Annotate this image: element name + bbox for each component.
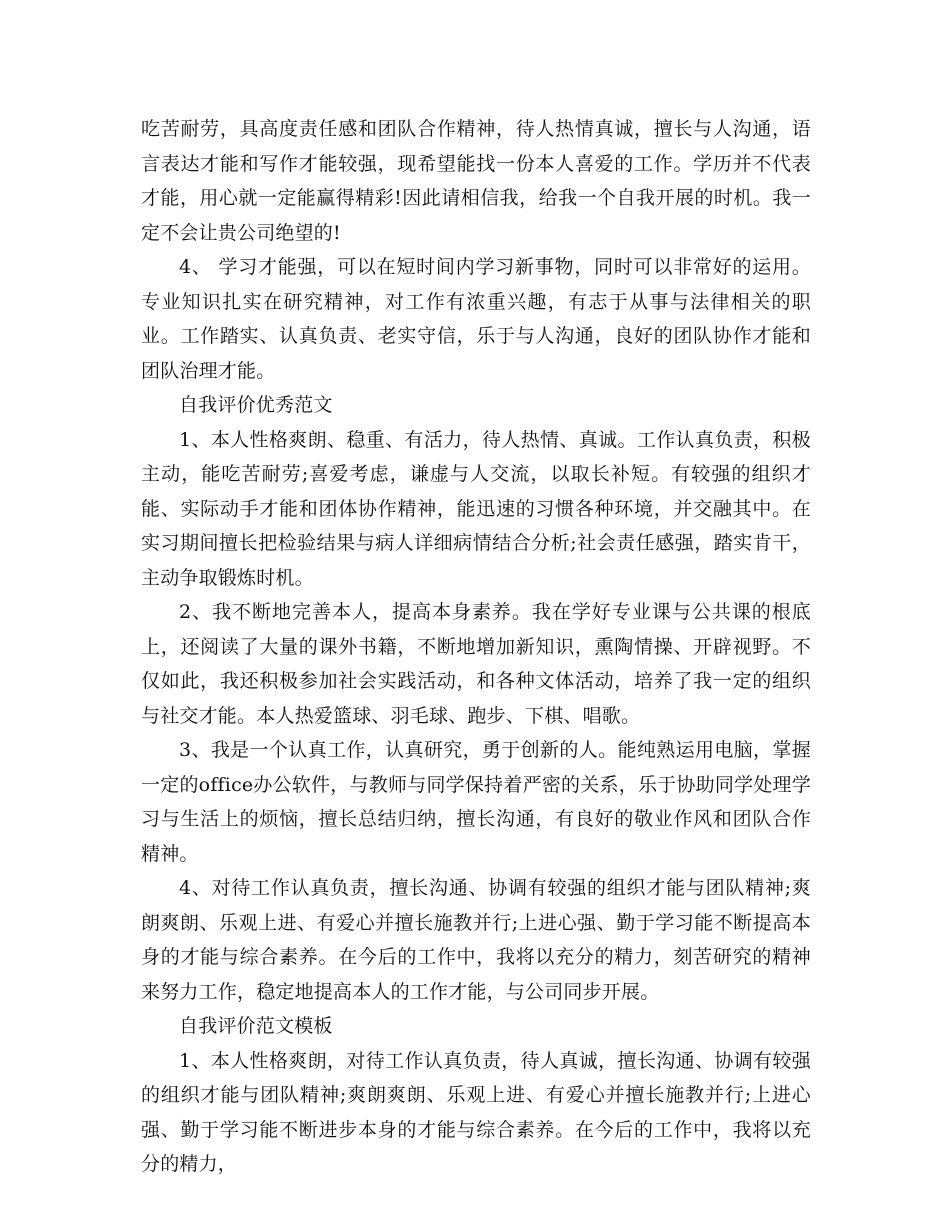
paragraph-template-1: 1、本人性格爽朗，对待工作认真负责，待人真诚，擅长沟通、协调有较强的组织才能与团队精神;爽朗爽朗、乐观上进、有爱心并擅长施教并行;上进心强、勤于学习能不断进步本身的才能与综合素养。在今后的工作中，我将以充分的精力， (141, 1049, 811, 1175)
document-body (141, 112, 811, 1182)
paragraph-intro-continuation: 吃苦耐劳，具高度责任感和团队合作精神，待人热情真诚，擅长与人沟通，语言表达才能和写作才能较强，现希望能找一份本人喜爱的工作。学历并不代表才能，用心就一定能赢得精彩!因此请相信我，给我一个自我开展的时机。我一定不会让贵公司绝望的! (141, 118, 811, 244)
section-heading-template: 自我评价范文模板 (179, 1015, 333, 1037)
paragraph-sample-1: 1、本人性格爽朗、稳重、有活力，待人热情、真诚。工作认真负责，积极主动，能吃苦耐劳;喜爱考虑，谦虚与人交流，以取长补短。有较强的组织才能、实际动手才能和团体协作精神，能迅速的习惯各种环境，并交融其中。在实习期间擅长把检验结果与病人详细病情结合分析;社会责任感强，踏实肯干，主动争取锻炼时机。 (141, 428, 811, 589)
paragraph-sample-3: 3、我是一个认真工作，认真研究，勇于创新的人。能纯熟运用电脑，掌握一定的office办公软件，与教师与同学保持着严密的关系，乐于协助同学处理学习与生活上的烦恼，擅长总结归纳，擅长沟通，有良好的敬业作风和团队合作精神。 (141, 739, 811, 865)
paragraph-item-4-learning: 4、 学习才能强，可以在短时间内学习新事物，同时可以非常好的运用。 专业知识扎实在研究精神，对工作有浓重兴趣，有志于从事与法律相关的职业。工作踏实、认真负责、老实守信，乐于与人沟通，良好的团队协作才能和团队治理才能。 (141, 256, 811, 382)
section-heading-excellent-samples: 自我评价优秀范文 (179, 394, 333, 416)
paragraph-sample-4: 4、对待工作认真负责，擅长沟通、协调有较强的组织才能与团队精神;爽朗爽朗、乐观上进、有爱心并擅长施教并行;上进心强、勤于学习能不断提高本身的才能与综合素养。在今后的工作中，我将以充分的精力，刻苦研究的精神来努力工作，稳定地提高本人的工作才能，与公司同步开展。 (141, 877, 811, 1003)
paragraph-sample-2: 2、我不断地完善本人，提高本身素养。我在学好专业课与公共课的根底上，还阅读了大量的课外书籍，不断地增加新知识，熏陶情操、开辟视野。不仅如此，我还积极参加社会实践活动，和各种文体活动，培养了我一定的组织与社交才能。本人热爱篮球、羽毛球、跑步、下棋、唱歌。 (141, 601, 811, 727)
